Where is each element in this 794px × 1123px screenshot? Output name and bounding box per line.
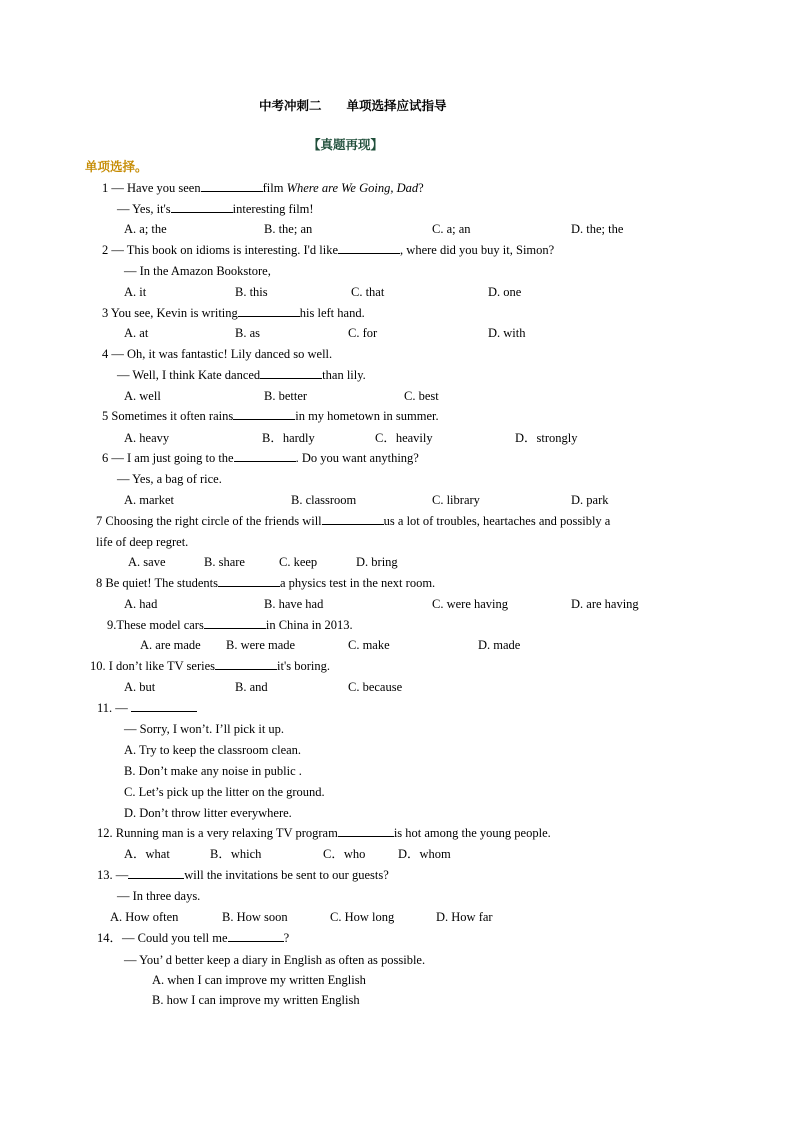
question-1-option-a: A. a; the bbox=[124, 222, 167, 236]
answer-blank bbox=[128, 867, 184, 879]
question-7-option-a: A. save bbox=[128, 555, 166, 569]
question-1-option-b: B. the; an bbox=[264, 222, 313, 236]
question-4-option-b: B. better bbox=[264, 389, 308, 403]
question-12-option-d: D．whom bbox=[398, 847, 451, 861]
answer-blank bbox=[234, 450, 296, 462]
question-2-option-b: B. this bbox=[235, 285, 268, 299]
answer-blank bbox=[218, 575, 280, 587]
question-5-option-b: B．hardly bbox=[262, 431, 315, 445]
section-heading: 单项选择。 bbox=[85, 159, 148, 174]
question-5-option-d: D．strongly bbox=[515, 431, 578, 445]
question-4-option-c: C. best bbox=[404, 389, 439, 403]
question-14-option-b: B. how I can improve my written English bbox=[152, 993, 360, 1007]
question-2-option-c: C. that bbox=[351, 285, 385, 299]
question-6-reply: — Yes, a bag of rice. bbox=[117, 472, 222, 486]
question-7-option-d: D. bring bbox=[356, 555, 398, 569]
answer-blank bbox=[228, 930, 284, 942]
question-6-stem: 6 — I am just going to the . Do you want anything? bbox=[102, 451, 419, 465]
question-10-option-c: C. because bbox=[348, 680, 403, 694]
question-1-option-d: D. the; the bbox=[571, 222, 624, 236]
question-13-option-b: B. How soon bbox=[222, 910, 288, 924]
answer-blank bbox=[233, 408, 295, 420]
question-4-option-a: A. well bbox=[124, 389, 161, 403]
question-11-option-a: A. Try to keep the classroom clean. bbox=[124, 743, 302, 757]
question-13-option-a: A. How often bbox=[110, 910, 179, 924]
question-10-option-a: A. but bbox=[124, 680, 156, 694]
question-7-stem-cont: life of deep regret. bbox=[96, 535, 189, 549]
question-6-option-c: C. library bbox=[432, 493, 480, 507]
question-9-option-c: C. make bbox=[348, 638, 390, 652]
question-13-option-c: C. How long bbox=[330, 910, 395, 924]
answer-blank bbox=[338, 242, 400, 254]
question-4-reply: — Well, I think Kate danced than lily. bbox=[117, 368, 366, 382]
question-12-option-a: A．what bbox=[124, 847, 170, 861]
answer-blank bbox=[260, 367, 322, 379]
answer-blank bbox=[338, 825, 394, 837]
answer-blank bbox=[204, 617, 266, 629]
answer-blank bbox=[238, 305, 300, 317]
question-6-option-a: A. market bbox=[124, 493, 174, 507]
question-3-stem: 3 You see, Kevin is writing his left hand. bbox=[102, 306, 365, 320]
answer-blank bbox=[201, 180, 263, 192]
question-9-option-a: A. are made bbox=[140, 638, 201, 652]
question-8-option-d: D. are having bbox=[571, 597, 639, 611]
section-subtitle: 【真题再现】 bbox=[308, 137, 384, 152]
question-14-option-a: A. when I can improve my written English bbox=[152, 973, 366, 987]
question-13-stem: 13. — will the invitations be sent to our guests? bbox=[97, 868, 389, 882]
question-2-reply: — In the Amazon Bookstore, bbox=[124, 264, 271, 278]
question-8-option-a: A. had bbox=[124, 597, 158, 611]
question-11-option-d: D. Don’t throw litter everywhere. bbox=[124, 806, 292, 820]
question-13-option-d: D. How far bbox=[436, 910, 493, 924]
question-12-stem: 12. Running man is a very relaxing TV program is hot among the young people. bbox=[97, 826, 551, 840]
question-12-option-c: C．who bbox=[323, 847, 366, 861]
question-5-option-a: A. heavy bbox=[124, 431, 170, 445]
question-1-reply: — Yes, it's interesting film! bbox=[117, 202, 314, 216]
question-10-option-b: B. and bbox=[235, 680, 268, 694]
question-3-option-b: B. as bbox=[235, 326, 260, 340]
question-11-option-b: B. Don’t make any noise in public . bbox=[124, 764, 302, 778]
question-2-option-a: A. it bbox=[124, 285, 147, 299]
question-9-option-d: D. made bbox=[478, 638, 521, 652]
question-7-option-b: B. share bbox=[204, 555, 245, 569]
question-11-reply: — Sorry, I won’t. I’ll pick it up. bbox=[124, 722, 285, 736]
question-8-option-c: C. were having bbox=[432, 597, 509, 611]
question-14-stem: 14．— Could you tell me ? bbox=[97, 931, 290, 945]
question-6-option-b: B. classroom bbox=[291, 493, 357, 507]
question-1-stem: 1 — Have you seen film Where are We Going, Dad? bbox=[102, 181, 424, 195]
answer-blank bbox=[322, 513, 384, 525]
question-4-stem: 4 — Oh, it was fantastic! Lily danced so well. bbox=[102, 347, 333, 361]
question-9-stem: 9.These model cars in China in 2013. bbox=[107, 618, 353, 632]
answer-blank bbox=[131, 700, 197, 712]
question-5-stem: 5 Sometimes it often rains in my hometown in summer. bbox=[102, 409, 439, 423]
question-8-stem: 8 Be quiet! The students a physics test in the next room. bbox=[96, 576, 436, 590]
question-3-option-a: A. at bbox=[124, 326, 149, 340]
question-10-stem: 10. I don’t like TV series it's boring. bbox=[90, 659, 330, 673]
question-11-option-c: C. Let’s pick up the litter on the ground. bbox=[124, 785, 325, 799]
question-6-option-d: D. park bbox=[571, 493, 609, 507]
question-2-option-d: D. one bbox=[488, 285, 522, 299]
question-12-option-b: B．which bbox=[210, 847, 262, 861]
question-7-option-c: C. keep bbox=[279, 555, 318, 569]
question-11-stem: 11. — bbox=[97, 700, 197, 716]
question-13-reply: — In three days. bbox=[117, 889, 201, 903]
question-3-option-d: D. with bbox=[488, 326, 526, 340]
question-1-option-c: C. a; an bbox=[432, 222, 471, 236]
question-2-stem: 2 — This book on idioms is interesting. I'd like , where did you buy it, Simon? bbox=[102, 243, 555, 257]
answer-blank bbox=[171, 201, 233, 213]
question-14-reply: — You’ d better keep a diary in English as often as possible. bbox=[124, 953, 426, 967]
answer-blank bbox=[215, 658, 277, 670]
question-9-option-b: B. were made bbox=[226, 638, 296, 652]
question-7-stem: 7 Choosing the right circle of the friends will us a lot of troubles, heartaches and possibly a bbox=[96, 514, 611, 528]
question-8-option-b: B. have had bbox=[264, 597, 324, 611]
page-title: 中考冲刺二 单项选择应试指导 bbox=[259, 98, 447, 113]
question-3-option-c: C. for bbox=[348, 326, 378, 340]
question-5-option-c: C．heavily bbox=[375, 431, 433, 445]
